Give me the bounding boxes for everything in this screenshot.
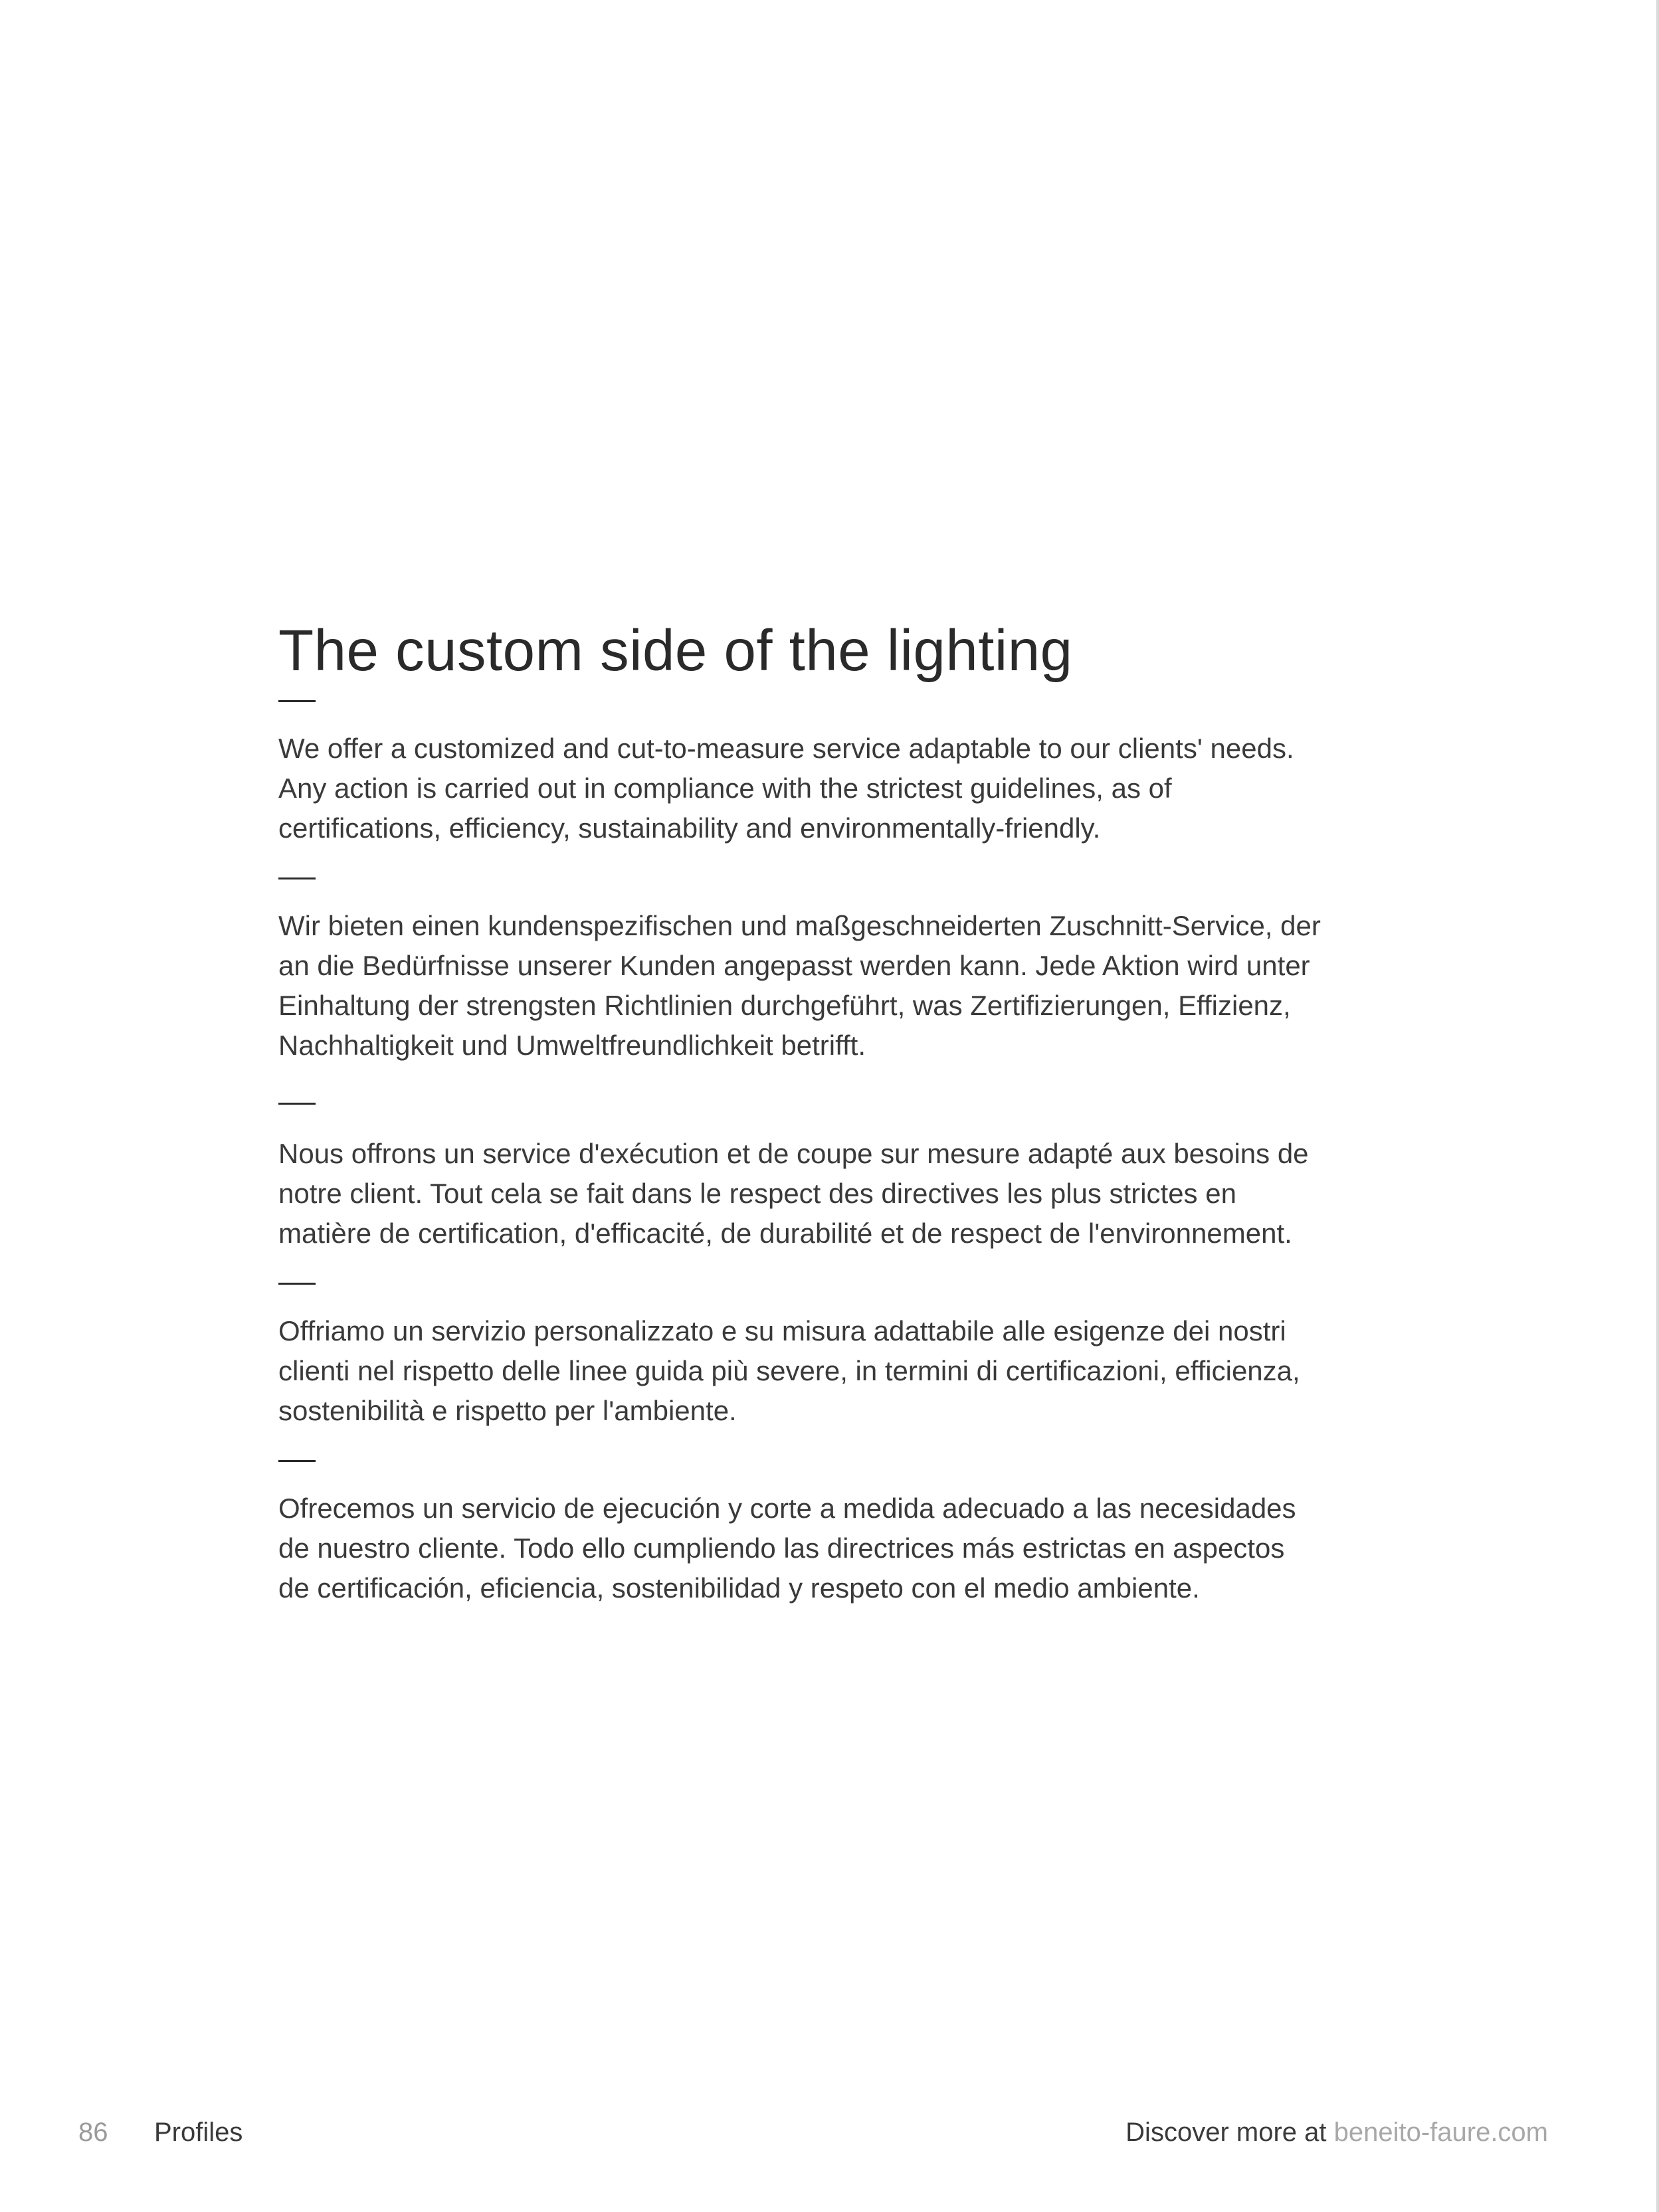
paragraph-line: We offer a customized and cut-to-measure service adaptable to our clients' needs. <box>278 733 1294 764</box>
paragraph-line: an die Bedürfnisse unserer Kunden angepasst werden kann. Jede Aktion wird unter <box>278 950 1310 981</box>
paragraph-line: Nous offrons un service d'exécution et de coupe sur mesure adapté aux besoins de <box>278 1138 1309 1169</box>
paragraph-line: certifications, efficiency, sustainability and environmentally-friendly. <box>278 812 1101 844</box>
website-link[interactable]: beneito-faure.com <box>1333 2118 1548 2147</box>
paragraph-french <box>278 1134 1408 1253</box>
paragraph-italian <box>278 1311 1408 1431</box>
paragraph-line: sostenibilità e rispetto per l'ambiente. <box>278 1395 737 1426</box>
paragraph-line: de certificación, eficiencia, sostenibilidad y respeto con el medio ambiente. <box>278 1572 1200 1604</box>
paragraph-line: Ofrecemos un servicio de ejecución y corte a medida adecuado a las necesidades <box>278 1493 1296 1524</box>
paragraph-german <box>278 906 1408 1065</box>
title-divider <box>278 700 316 702</box>
discover-prefix: Discover more at <box>1125 2118 1334 2147</box>
paragraph-line: Any action is carried out in compliance with the strictest guidelines, as of <box>278 773 1172 804</box>
paragraph-line: notre client. Tout cela se fait dans le respect des directives les plus strictes en <box>278 1178 1236 1209</box>
paragraph-line: clienti nel rispetto delle linee guida più severe, in termini di certificazioni, efficienza, <box>278 1355 1300 1386</box>
paragraph-line: Offriamo un servizio personalizzato e su misura adattabile alle esigenze dei nostri <box>278 1315 1286 1346</box>
page-edge <box>1656 0 1659 2212</box>
discover-more <box>1125 2112 1548 2152</box>
paragraph-line: Einhaltung der strengsten Richtlinien durchgeführt, was Zertifizierungen, Effizienz, <box>278 990 1291 1021</box>
section-name: Profiles <box>154 2118 243 2147</box>
page-footer <box>0 2112 1659 2152</box>
language-divider <box>278 1283 316 1285</box>
page-title: The custom side of the lighting <box>278 618 1073 683</box>
paragraph-line: de nuestro cliente. Todo ello cumpliendo las directrices más estrictas en aspectos <box>278 1532 1285 1564</box>
paragraph-line: matière de certification, d'efficacité, de durabilité et de respect de l'environnement. <box>278 1218 1292 1249</box>
page-number: 86 <box>78 2118 108 2147</box>
main-content <box>278 611 1408 1608</box>
language-divider <box>278 877 316 879</box>
paragraph-english <box>278 729 1408 848</box>
paragraph-line: Nachhaltigkeit und Umweltfreundlichkeit betrifft. <box>278 1030 866 1061</box>
language-divider <box>278 1103 316 1105</box>
paragraph-line: Wir bieten einen kundenspezifischen und maßgeschneiderten Zuschnitt-Service, der <box>278 910 1321 941</box>
language-divider <box>278 1460 316 1462</box>
paragraph-spanish <box>278 1489 1408 1608</box>
